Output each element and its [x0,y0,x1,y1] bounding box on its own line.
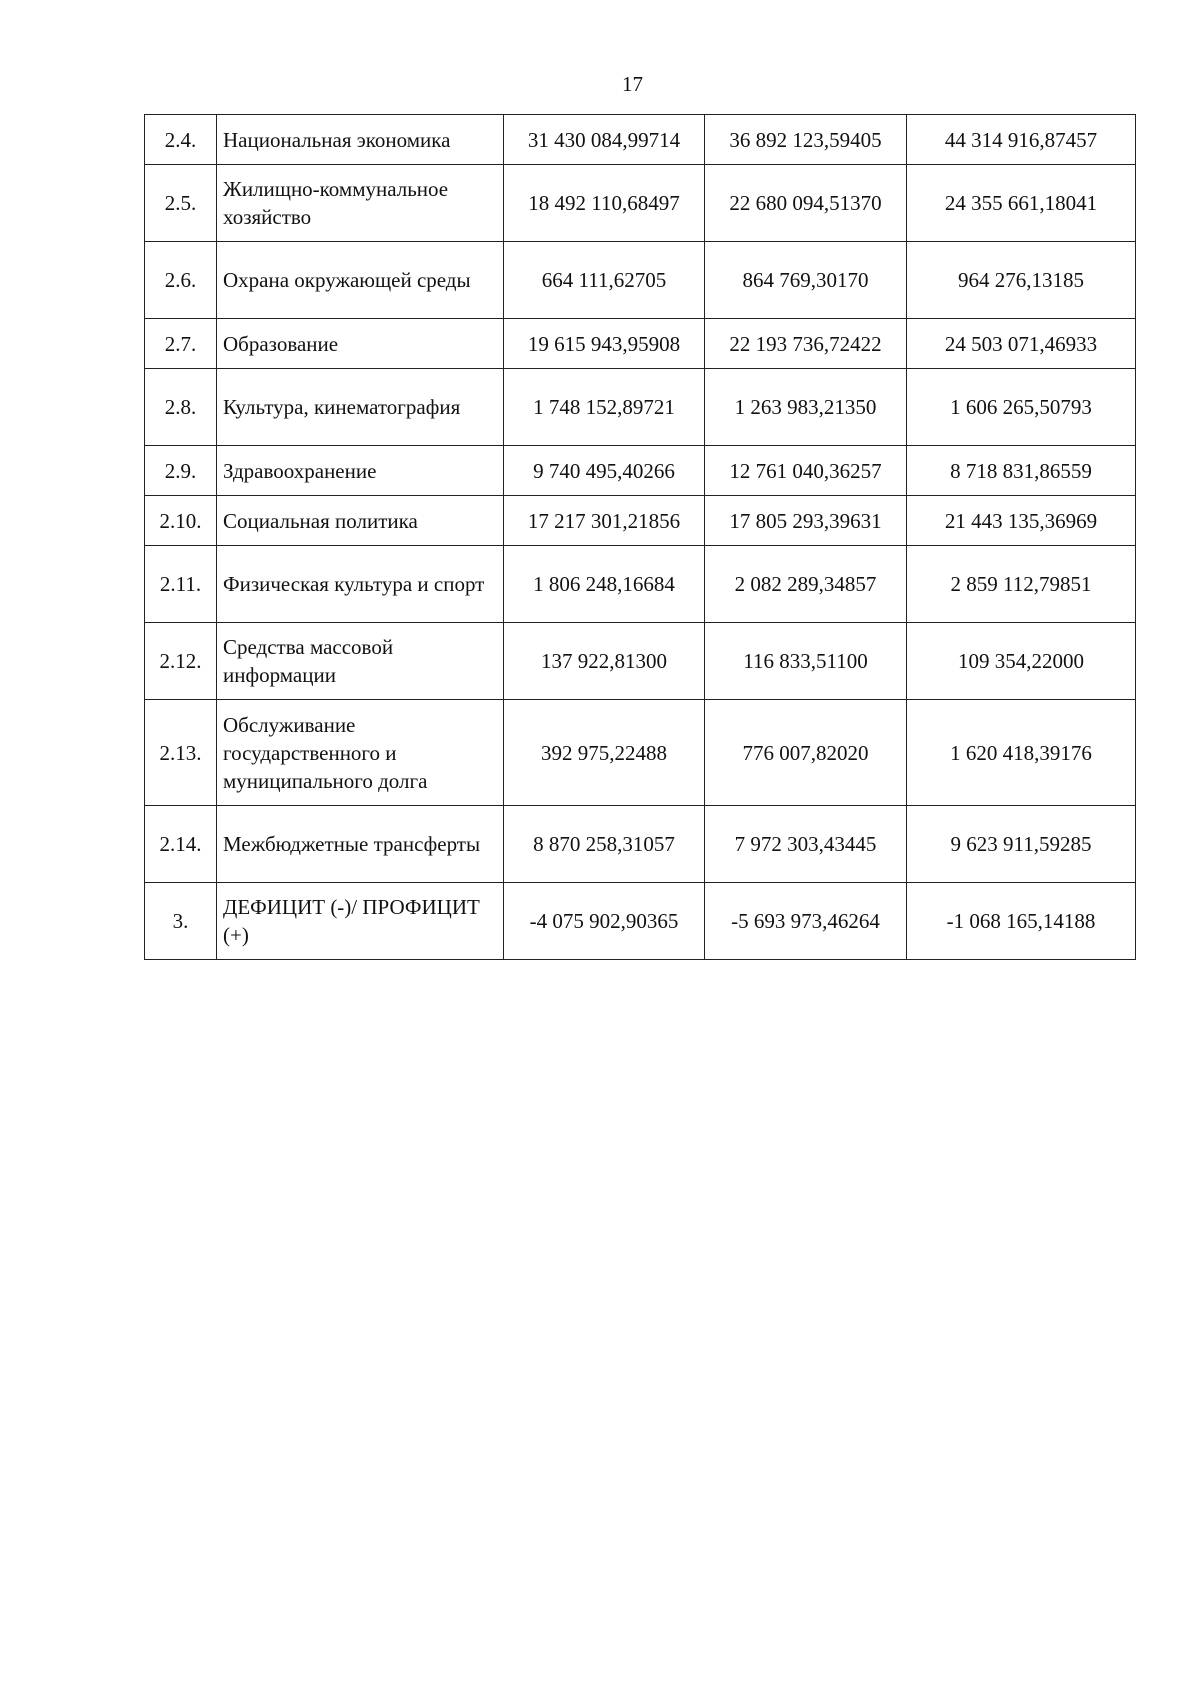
row-value-1: 1 748 152,89721 [504,369,705,446]
row-value-1: 17 217 301,21856 [504,496,705,546]
row-value-1: 137 922,81300 [504,623,705,700]
row-value-1: 19 615 943,95908 [504,319,705,369]
row-number: 2.12. [145,623,217,700]
row-value-1: -4 075 902,90365 [504,883,705,960]
table-row [145,165,1136,242]
row-number: 2.9. [145,446,217,496]
row-number: 2.8. [145,369,217,446]
row-name: Образование [217,319,504,369]
row-value-3: 109 354,22000 [907,623,1136,700]
table-row [145,883,1136,960]
row-value-3: 24 503 071,46933 [907,319,1136,369]
row-name: Национальная экономика [217,115,504,165]
row-value-1: 9 740 495,40266 [504,446,705,496]
row-value-2: -5 693 973,46264 [705,883,907,960]
row-value-2: 22 193 736,72422 [705,319,907,369]
row-number: 2.7. [145,319,217,369]
row-name: Обслуживание государственного и муниципального долга [217,700,504,806]
row-value-3: 1 606 265,50793 [907,369,1136,446]
row-value-3: 1 620 418,39176 [907,700,1136,806]
row-value-3: 44 314 916,87457 [907,115,1136,165]
row-value-1: 8 870 258,31057 [504,806,705,883]
row-number: 2.10. [145,496,217,546]
row-name: Здравоохранение [217,446,504,496]
row-value-3: 964 276,13185 [907,242,1136,319]
table-row [145,369,1136,446]
table-row [145,806,1136,883]
row-name: Социальная политика [217,496,504,546]
table-row [145,115,1136,165]
row-value-1: 31 430 084,99714 [504,115,705,165]
row-name: ДЕФИЦИТ (-)/ ПРОФИЦИТ (+) [217,883,504,960]
table-row [145,546,1136,623]
row-value-2: 864 769,30170 [705,242,907,319]
row-value-3: 2 859 112,79851 [907,546,1136,623]
table-row [145,623,1136,700]
table-row [145,700,1136,806]
row-name: Физическая культура и спорт [217,546,504,623]
row-name: Охрана окружающей среды [217,242,504,319]
table-row [145,319,1136,369]
row-value-2: 7 972 303,43445 [705,806,907,883]
row-value-2: 1 263 983,21350 [705,369,907,446]
row-value-2: 116 833,51100 [705,623,907,700]
row-value-3: 24 355 661,18041 [907,165,1136,242]
row-value-3: -1 068 165,14188 [907,883,1136,960]
row-value-2: 17 805 293,39631 [705,496,907,546]
row-name: Средства массовой информации [217,623,504,700]
row-number: 2.13. [145,700,217,806]
row-name: Межбюджетные трансферты [217,806,504,883]
page-number: 17 [622,72,643,96]
row-value-1: 1 806 248,16684 [504,546,705,623]
row-name: Жилищно-коммунальное хозяйство [217,165,504,242]
row-value-1: 664 111,62705 [504,242,705,319]
row-number: 2.4. [145,115,217,165]
row-value-2: 776 007,82020 [705,700,907,806]
budget-table [144,114,1136,960]
table-row [145,496,1136,546]
row-value-3: 21 443 135,36969 [907,496,1136,546]
row-number: 2.11. [145,546,217,623]
row-number: 3. [145,883,217,960]
row-value-3: 9 623 911,59285 [907,806,1136,883]
row-number: 2.6. [145,242,217,319]
row-value-2: 2 082 289,34857 [705,546,907,623]
row-value-3: 8 718 831,86559 [907,446,1136,496]
row-value-2: 36 892 123,59405 [705,115,907,165]
row-value-1: 18 492 110,68497 [504,165,705,242]
row-name: Культура, кинематография [217,369,504,446]
table-row [145,242,1136,319]
row-value-1: 392 975,22488 [504,700,705,806]
row-value-2: 22 680 094,51370 [705,165,907,242]
row-number: 2.5. [145,165,217,242]
row-number: 2.14. [145,806,217,883]
row-value-2: 12 761 040,36257 [705,446,907,496]
table-row [145,446,1136,496]
